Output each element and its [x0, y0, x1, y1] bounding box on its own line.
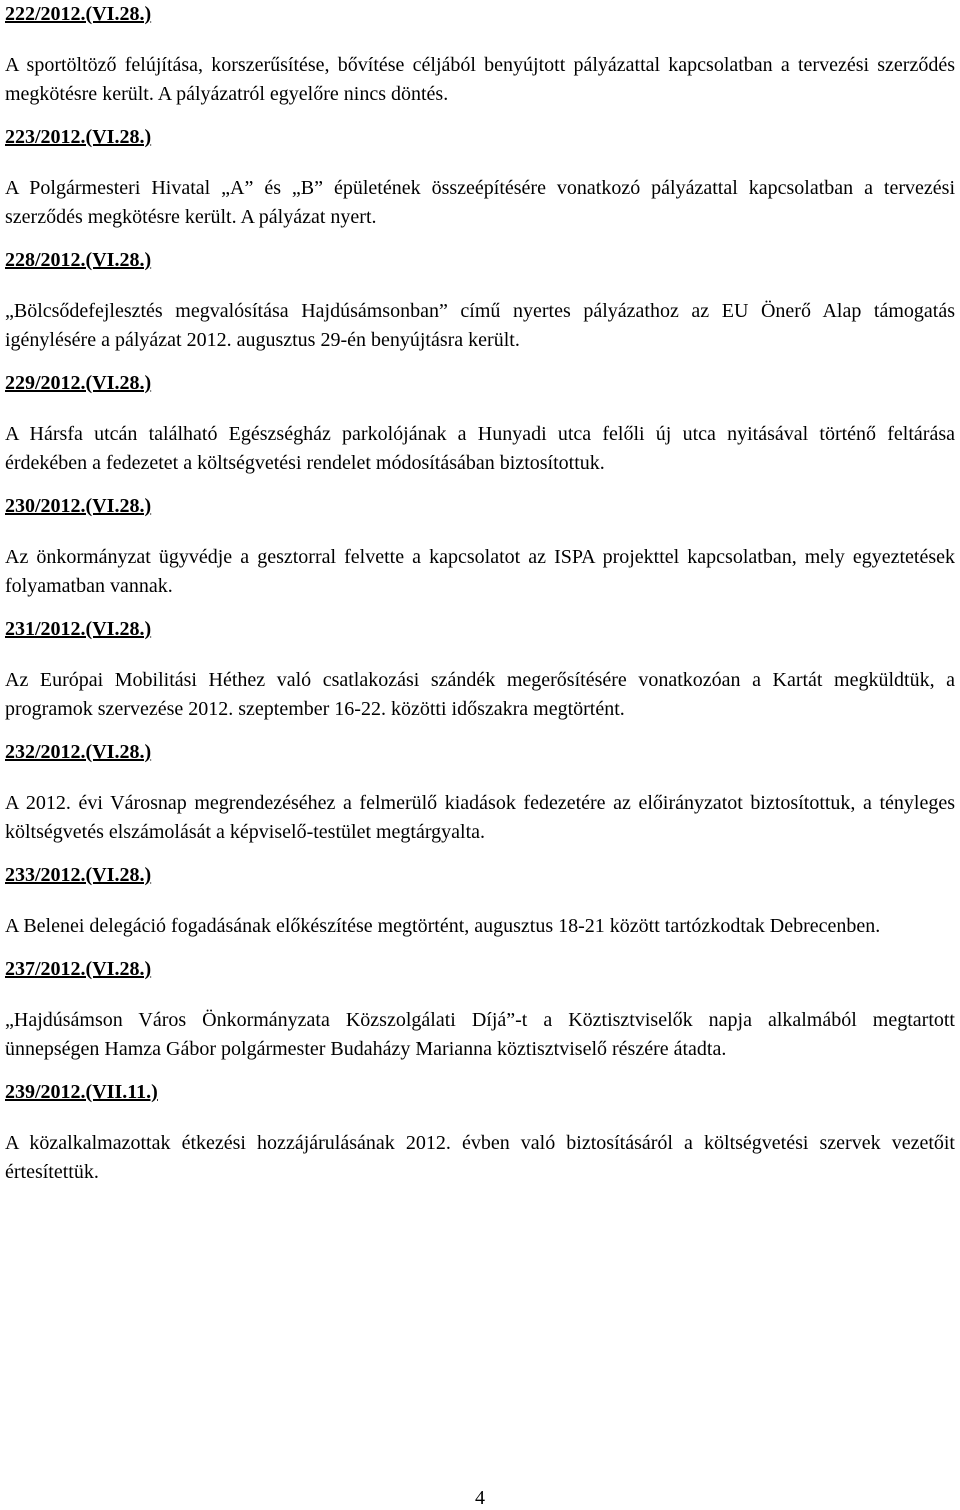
resolution-section [5, 738, 955, 847]
resolution-heading: 239/2012.(VII.11.) [5, 1081, 158, 1103]
resolution-text: Az Európai Mobilitási Héthez való csatlakozási szándék megerősítésére vonatkozóan a Kartát megküldtük, a programok szervezése 2012. szeptember 16-22. közötti időszakra megtörtént. [5, 669, 955, 720]
resolution-heading: 237/2012.(VI.28.) [5, 958, 152, 980]
resolution-heading: 233/2012.(VI.28.) [5, 864, 152, 886]
resolution-section [5, 0, 955, 109]
resolution-section [5, 861, 955, 941]
resolution-text: A sportöltöző felújítása, korszerűsítése, bővítése céljából benyújtott pályázattal kapcsolatban a tervezési szerződés megkötésre került. A pályázatról egyelőre nincs döntés. [5, 54, 955, 105]
resolution-heading: 222/2012.(VI.28.) [5, 3, 152, 25]
resolution-text: „Bölcsődefejlesztés megvalósítása Hajdúsámsonban” című nyertes pályázathoz az EU Önerő Alap támogatás igénylésére a pályázat 2012. augusztus 29-én benyújtásra került. [5, 300, 955, 351]
resolution-section [5, 1078, 955, 1187]
resolution-text: A közalkalmazottak étkezési hozzájárulásának 2012. évben való biztosításáról a költségvetési szervek vezetőit értesítettük. [5, 1132, 955, 1183]
resolution-heading: 231/2012.(VI.28.) [5, 618, 152, 640]
resolution-text: „Hajdúsámson Város Önkormányzata Közszolgálati Díjá”-t a Köztisztviselők napja alkalmából megtartott ünnepségen Hamza Gábor polgármester Budaházy Marianna köztisztviselő részére átadta. [5, 1009, 955, 1060]
resolution-text: A Belenei delegáció fogadásának előkészítése megtörtént, augusztus 18-21 között tartózkodtak Debrecenben. [5, 915, 881, 937]
resolution-section [5, 615, 955, 724]
resolution-heading: 232/2012.(VI.28.) [5, 741, 152, 763]
document-body [5, 0, 955, 1187]
resolution-text: A Hársfa utcán található Egészségház parkolójának a Hunyadi utca felőli új utca nyitásával történő feltárása érdekében a fedezetet a költségvetési rendelet módosításában biztosítottuk. [5, 423, 955, 474]
resolution-section [5, 955, 955, 1064]
resolution-section [5, 123, 955, 232]
resolution-heading: 223/2012.(VI.28.) [5, 126, 152, 148]
resolution-heading: 230/2012.(VI.28.) [5, 495, 152, 517]
resolution-heading: 229/2012.(VI.28.) [5, 372, 152, 394]
resolution-section [5, 246, 955, 355]
resolution-section [5, 492, 955, 601]
resolution-text: Az önkormányzat ügyvédje a gesztorral felvette a kapcsolatot az ISPA projekttel kapcsolatban, mely egyeztetések folyamatban vannak. [5, 546, 955, 597]
resolution-text: A 2012. évi Városnap megrendezéséhez a felmerülő kiadások fedezetére az előirányzatot biztosítottuk, a tényleges költségvetés elszámolását a képviselő-testület megtárgyalta. [5, 792, 955, 843]
page-number: 4 [475, 1487, 485, 1509]
resolution-text: A Polgármesteri Hivatal „A” és „B” épületének összeépítésére vonatkozó pályázattal kapcsolatban a tervezési szerződés megkötésre került. A pályázat nyert. [5, 177, 955, 228]
resolution-section [5, 369, 955, 478]
resolution-heading: 228/2012.(VI.28.) [5, 249, 152, 271]
